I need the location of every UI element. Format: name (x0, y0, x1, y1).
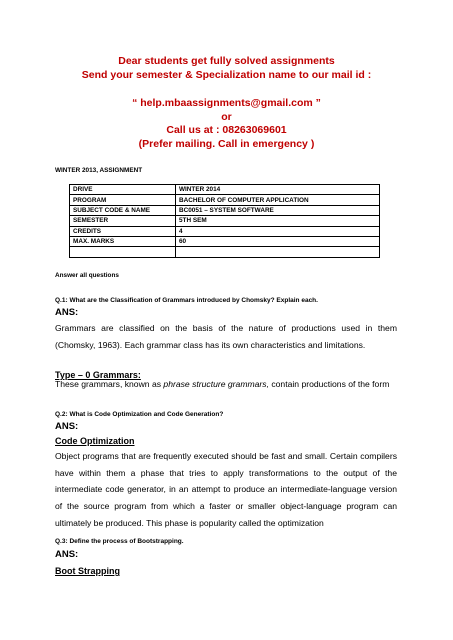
table-value-cell: BC0051 – SYSTEM SOFTWARE (176, 205, 380, 215)
table-row (70, 247, 380, 257)
subtext-part-1: These grammars, known as (55, 379, 164, 389)
question-2: Q.2: What is Code Optimization and Code Generation? (55, 411, 224, 418)
promo-email: “ help.mbaassignments@gmail.com ” (132, 97, 321, 109)
promo-phone: Call us at : 08263069601 (166, 124, 287, 136)
table-label-cell: MAX. MARKS (70, 236, 176, 246)
table-label-cell: CREDITS (70, 226, 176, 236)
table-row (70, 205, 380, 215)
answer-1-subtext (55, 376, 397, 393)
table-value-cell: 4 (176, 226, 380, 236)
assignment-info-table (69, 184, 380, 258)
table-value-cell: 60 (176, 236, 380, 246)
question-3: Q.3: Define the process of Bootstrapping. (55, 538, 184, 545)
table-row (70, 216, 380, 226)
answer-3-label: ANS: (55, 549, 79, 560)
table-value-cell (176, 247, 380, 257)
table-row (70, 185, 380, 195)
question-1: Q.1: What are the Classification of Grammars introduced by Chomsky? Explain each. (55, 297, 318, 304)
table-row (70, 226, 380, 236)
subtext-part-2: contain productions of the form (268, 379, 390, 389)
answer-1-text: Grammars are classified on the basis of the nature of productions used in them (Chomsky, 1963). Each grammar class has its own characteristics and limitations. (55, 323, 397, 350)
instruction-text: Answer all questions (55, 272, 119, 279)
table-row (70, 236, 380, 246)
table-label-cell: DRIVE (70, 185, 176, 195)
table-value-cell: 5TH SEM (176, 216, 380, 226)
assignment-heading: WINTER 2013, ASSIGNMENT (55, 167, 143, 174)
answer-2-subheading: Code Optimization (55, 436, 135, 446)
answer-1-label: ANS: (55, 307, 79, 318)
answer-1-subheading: Type – 0 Grammars: (55, 370, 141, 380)
table-label-cell: SEMESTER (70, 216, 176, 226)
promo-or: or (221, 111, 232, 123)
table-row (70, 195, 380, 205)
answer-2-label: ANS: (55, 421, 79, 432)
promo-line-1: Dear students get fully solved assignments (118, 55, 335, 67)
table-label-cell (70, 247, 176, 257)
subtext-italic: phrase structure grammars, (163, 379, 269, 389)
promo-note: (Prefer mailing. Call in emergency ) (138, 138, 315, 150)
table-value-cell: BACHELOR OF COMPUTER APPLICATION (176, 195, 380, 205)
table-label-cell: PROGRAM (70, 195, 176, 205)
answer-2-text: Object programs that are frequently executed should be fast and small. Certain compilers have within them a phase that tries to apply transformations to the output of the intermediate code generator, in an attempt to produce an intermediate-language version of the source program from which a faster or smaller object-language program can ultimately be produced. This phase is popularity called the optimization (55, 451, 397, 528)
answer-3-subheading: Boot Strapping (55, 566, 120, 576)
promo-line-2: Send your semester & Specialization name to our mail id : (81, 69, 372, 81)
table-value-cell: WINTER 2014 (176, 185, 380, 195)
table-label-cell: SUBJECT CODE & NAME (70, 205, 176, 215)
